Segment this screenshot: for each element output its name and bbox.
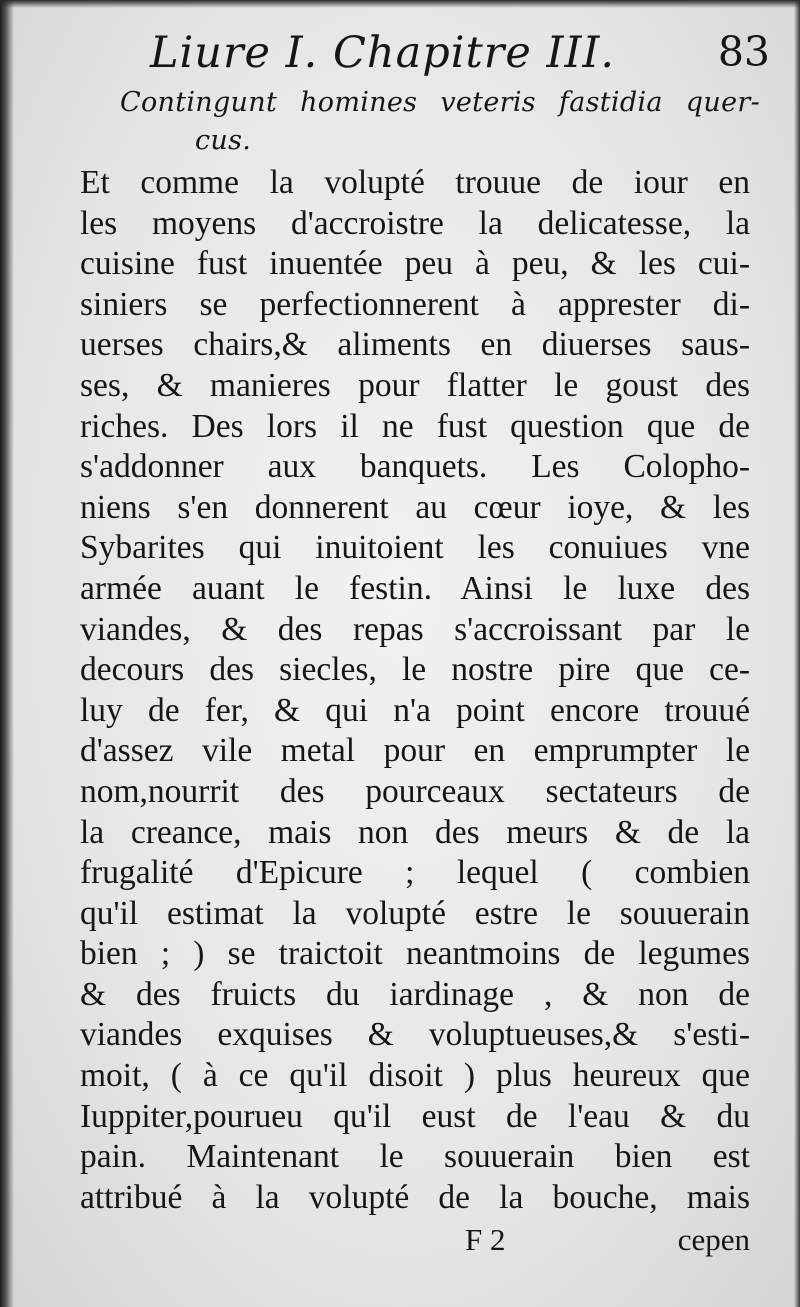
text-line: niens s'en donnerent au cœur ioye, & les [80, 488, 750, 526]
text-line: les moyens d'accroistre la delicatesse, la [80, 204, 750, 242]
text-line: riches. Des lors il ne fust question que de [80, 407, 750, 445]
text-line: & des fruicts du iardinage , & non de [80, 975, 750, 1013]
page-edge-right [794, 0, 800, 1307]
catchword: cepen [677, 1222, 750, 1257]
page-number: 83 [717, 28, 770, 76]
page-edge-top [0, 0, 800, 8]
text-line: cuisine fust inuentée peu à peu, & les cui- [80, 245, 750, 283]
page-footer [80, 1222, 750, 1262]
text-line: luy de fer, & qui n'a point encore trouué [80, 691, 750, 729]
text-line: pain. Maintenant le souuerain bien est [80, 1138, 750, 1176]
text-line: ses, & manieres pour flatter le goust des [80, 366, 750, 404]
text-line: Sybarites qui inuitoient les conuiues vne [80, 529, 750, 567]
quote-line: cus. [195, 125, 252, 156]
text-line: s'addonner aux banquets. Les Colopho- [80, 448, 750, 486]
latin-quotation [120, 84, 760, 160]
text-line: nom,nourrit des pourceaux sectateurs de [80, 772, 750, 810]
text-line: frugalité d'Epicure ; lequel ( combien [80, 854, 750, 892]
body-text [80, 163, 750, 1218]
text-line: Iuppiter,pourueu qu'il eust de l'eau & du [80, 1097, 750, 1135]
text-line: Et comme la volupté trouue de iour en [80, 164, 750, 201]
text-line: attribué à la volupté de la bouche, mais [80, 1178, 750, 1216]
signature-mark: F 2 [465, 1222, 506, 1257]
text-line: viandes exquises & voluptueuses,& s'esti- [80, 1016, 750, 1054]
quote-line: Contingunt homines veteris fastidia quer- [120, 87, 760, 118]
text-line: viandes, & des repas s'accroissant par le [80, 610, 750, 648]
text-line: armée auant le festin. Ainsi le luxe des [80, 569, 750, 607]
text-line: uerses chairs,& aliments en diuerses saus- [80, 326, 750, 364]
page-header [150, 28, 770, 88]
text-line: d'assez vile metal pour en emprumpter le [80, 732, 750, 770]
text-line: moit, ( à ce qu'il disoit ) plus heureux que [80, 1057, 750, 1095]
running-title: Liure I. Chapitre III. [150, 28, 616, 78]
page-edge-left [0, 0, 14, 1307]
text-line: bien ; ) se traictoit neantmoins de legumes [80, 935, 750, 973]
text-line: qu'il estimat la volupté estre le souuerain [80, 894, 750, 932]
text-line: la creance, mais non des meurs & de la [80, 813, 750, 851]
text-line: decours des siecles, le nostre pire que ce- [80, 651, 750, 689]
text-line: siniers se perfectionnerent à apprester di- [80, 285, 750, 323]
